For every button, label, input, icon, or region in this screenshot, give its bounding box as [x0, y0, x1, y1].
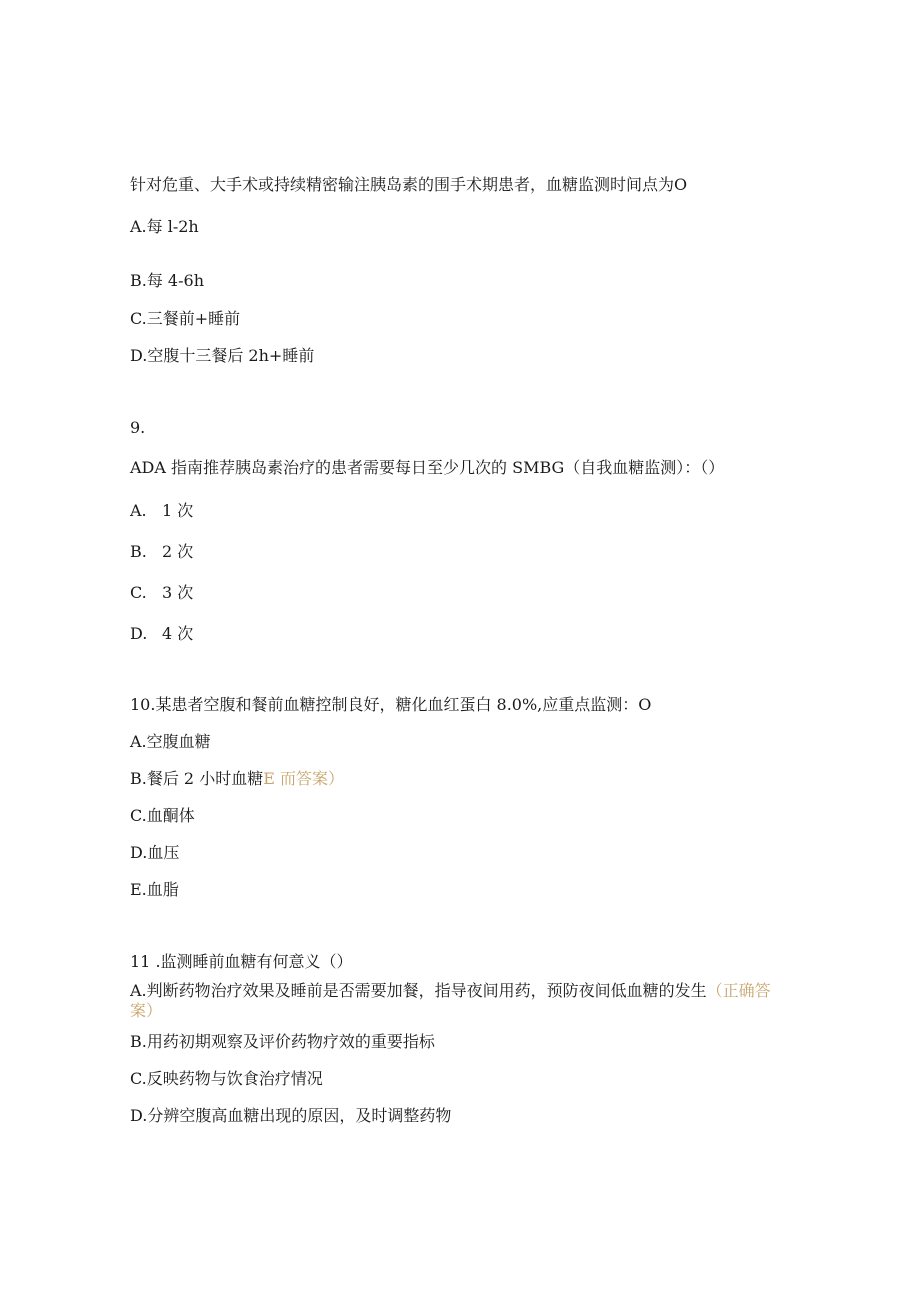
- option-text: D.分辨空腹高血糖出现的原因，及时调整药物: [130, 1106, 452, 1125]
- correct-answer-note: （正确答案）: [130, 981, 771, 1020]
- option-text: C.血酮体: [130, 806, 195, 825]
- option-text: E.血脂: [130, 880, 179, 899]
- option-text: A.判断药物治疗效果及睡前是否需要加餐，指导夜间用药，预防夜间低血糖的发生: [130, 981, 707, 1000]
- option-letter: C.: [130, 583, 147, 602]
- question-10-option-d: [130, 843, 179, 863]
- correct-answer-note: E 而答案）: [263, 769, 344, 788]
- option-text: 1 次: [162, 501, 194, 520]
- option-letter: B.: [130, 542, 147, 561]
- question-11-option-d: [130, 1106, 451, 1126]
- question-11-stem: 11 .监测睡前血糖有何意义（）: [130, 952, 353, 971]
- option-text: C.反映药物与饮食治疗情况: [130, 1069, 323, 1088]
- question-10-option-b: [130, 769, 344, 789]
- question-10-stem: 10.某患者空腹和餐前血糖控制良好，糖化血红蛋白 8.0%,应重点监测：O: [130, 695, 652, 714]
- question-10-option-e: [130, 880, 179, 900]
- question-10-option-c: [130, 806, 195, 826]
- option-text: A.空腹血糖: [130, 732, 211, 751]
- question-8-option-b: B.每 4-6h: [130, 271, 205, 290]
- option-letter: A.: [130, 501, 147, 520]
- question-9-option-b: [130, 542, 193, 562]
- question-11-option-b: [130, 1032, 435, 1052]
- question-8-option-a: A.每 l-2h: [130, 217, 199, 236]
- option-text: B.用药初期观察及评价药物疗效的重要指标: [130, 1032, 435, 1051]
- question-11-option-c: [130, 1069, 323, 1089]
- option-text: 4 次: [162, 624, 194, 643]
- option-text: 3 次: [162, 583, 194, 602]
- option-text: B.餐后 2 小时血糖: [130, 769, 264, 788]
- question-9-option-a: [130, 501, 193, 521]
- question-9-option-c: [130, 583, 193, 603]
- question-8-stem: 针对危重、大手术或持续精密输注胰岛素的围手术期患者，血糖监测时间点为O: [130, 175, 688, 194]
- option-text: 2 次: [162, 542, 194, 561]
- question-9-stem: ADA 指南推荐胰岛素治疗的患者需要每日至少几次的 SMBG（自我血糖监测）：（）: [130, 458, 725, 477]
- question-11-option-a: [130, 981, 790, 1021]
- option-letter: D.: [130, 624, 148, 643]
- option-text: D.血压: [130, 843, 180, 862]
- question-8-option-d: D.空腹十三餐后 2h+睡前: [130, 346, 315, 365]
- question-10-option-a: [130, 732, 211, 752]
- question-8-option-c: C.三餐前+睡前: [130, 309, 241, 328]
- question-9-number: 9.: [130, 418, 146, 437]
- question-9-option-d: [130, 624, 193, 644]
